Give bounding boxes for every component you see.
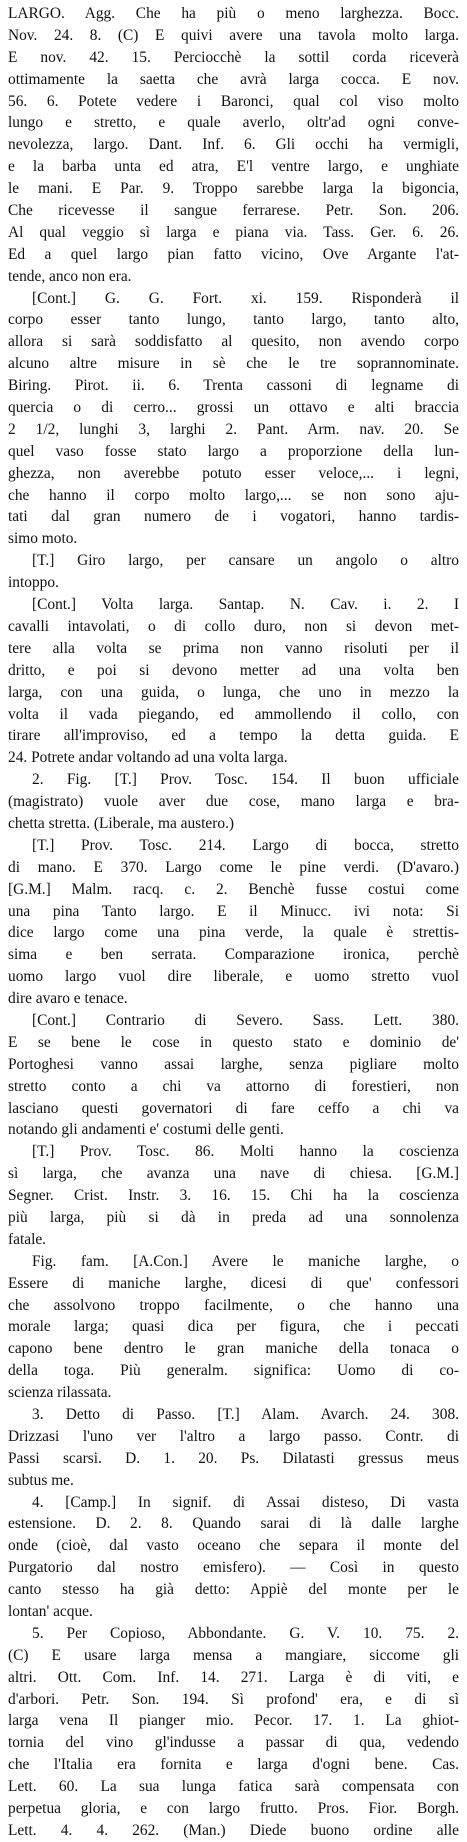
text-line: della toga. Più generalm. significa: Uomo di co- — [8, 1362, 459, 1380]
text-line: [Cont.] Contrario di Severo. Sass. Lett. 380. — [32, 1011, 459, 1029]
text-line: Al qual veggio sì larga e piana via. Tass. Ger. 6. 26. — [8, 223, 459, 241]
text-line: Biring. Pirot. ii. 6. Trenta cassoni di legname di — [8, 377, 459, 395]
text-line: di mano. E 370. Largo come le pine verdi. (D'avaro.) — [8, 858, 459, 876]
text-line: morale larga; quasi dica per figura, che i peccati — [8, 1318, 459, 1336]
text-line: più larga, più si dà in preda ad una sonnolenza — [8, 1208, 459, 1226]
text-line: E se bene le cose in questo stato e dominio de' — [8, 1033, 459, 1051]
text-line: larga, con una guida, o lunga, che uno in mezzo la — [8, 683, 459, 701]
text-line: dice largo come una pina verde, la quale è strettis- — [8, 924, 459, 942]
text-line: fatale. — [8, 1230, 47, 1248]
text-line: 56. 6. Potete vedere i Baronci, qual col viso molto — [8, 92, 459, 110]
text-line: Nov. 24. 8. (C) E quivi avere una tavola molto larga. — [8, 26, 459, 44]
text-line: chetta stretta. (Liberale, ma austero.) — [8, 814, 235, 832]
text-line: 4. [Camp.] In signif. di Assai disteso, Di vasta — [32, 1493, 459, 1511]
text-line: 5. Per Copioso, Abbondante. G. V. 10. 75. 2. — [32, 1624, 459, 1642]
text-line: capono bene dentro le gran maniche della tonaca o — [8, 1340, 459, 1358]
text-line: lasciano questi governatori di fare ceffo a chi va — [8, 1099, 459, 1117]
text-line: E nov. 42. 15. Perciocchè la sottil corda riceverà — [8, 48, 459, 66]
text-line: tornia del vino gl'indusse a passar di qua, vedendo — [8, 1734, 459, 1752]
text-line: nevolezza, largo. Dant. Inf. 6. Gli occhi ha vermigli, — [8, 136, 459, 154]
text-line: tende, anco non era. — [8, 267, 132, 285]
text-line: uomo largo vuol dire liberale, e uomo stretto vuol — [8, 968, 459, 986]
text-line: Segner. Crist. Instr. 3. 16. 15. Chi ha la coscienza — [8, 1187, 459, 1205]
text-line: scienza rilassata. — [8, 1384, 112, 1402]
text-line: allora si sarà soddisfatto al quesito, non avendo corpo — [8, 333, 459, 351]
text-line: [T.] Prov. Tosc. 214. Largo di bocca, stretto — [32, 836, 459, 854]
text-line: sì larga, che avanza una nave di chiesa. [G.M.] — [8, 1165, 459, 1183]
text-line: (magistrato) vuole aver due cose, mano larga e bra- — [8, 793, 459, 811]
text-line: tati dal gran numero de i vogatori, hanno tardis- — [8, 508, 459, 526]
text-line: ghezza, non averebbe potuto esser veloce,... i legni, — [8, 464, 459, 482]
text-line: che l'Italia era fornita e larga d'ogni bene. Cas. — [8, 1756, 459, 1774]
text-line: [T.] Giro largo, per cansare un angolo o altro — [32, 552, 459, 570]
text-line: 2. Fig. [T.] Prov. Tosc. 154. Il buon ufficiale — [32, 771, 459, 789]
text-line: Drizzasi l'uno ver l'altro a largo passo. Contr. di — [8, 1427, 459, 1445]
text-line: altri. Ott. Com. Inf. 14. 271. Larga è di viti, e — [8, 1668, 459, 1686]
text-line: subtus me. — [8, 1471, 74, 1489]
text-line: 24. Potrete andar voltando ad una volta larga. — [8, 749, 288, 767]
text-line: e la barba unta ed atra, E'l ventre largo, e unghiate — [8, 158, 459, 176]
text-line: [T.] Prov. Tosc. 86. Molti hanno la coscienza — [32, 1143, 459, 1161]
text-line: [Cont.] Volta larga. Santap. N. Cav. i. 2. I — [32, 596, 459, 614]
text-line: Che ricevesse il sangue ferrarese. Petr. Son. 206. — [8, 202, 459, 220]
text-line: Purgatorio dal nostro emisfero). — Così in questo — [8, 1559, 459, 1577]
text-line: onde (cioè, dal vasto oceano che separa il monte del — [8, 1537, 459, 1555]
text-line: dritto, e poi si devono metter ad una volta ben — [8, 661, 459, 679]
text-line: sima e ben serrata. Comparazione ironica, perchè — [8, 946, 459, 964]
text-line: cavalli intavolati, o di collo duro, non si devon met- — [8, 617, 459, 635]
text-line: simo moto. — [8, 530, 78, 548]
text-line: Fig. fam. [A.Con.] Avere le maniche larghe, o — [32, 1252, 459, 1270]
text-line: stretto conto a chi va attorno di forestieri, non — [8, 1077, 459, 1095]
text-line: tere alla volta se prima non vanno risoluti per il — [8, 639, 459, 657]
text-line: una pina Tanto largo. E il Minucc. ivi nota: Si — [8, 902, 459, 920]
text-line: quercia o di cerro... grossi un ottavo e alti braccia — [8, 399, 459, 417]
text-line: Ed a quel largo pian fatto vicino, Ove Argante l'at- — [8, 245, 459, 263]
text-line: Passi scarsi. D. 1. 20. Ps. Dilatasti gressus meus — [8, 1449, 459, 1467]
text-line: Lett. 4. 4. 262. (Man.) Diede buono ordine alle — [8, 1821, 459, 1839]
text-line: volta il vada piegando, ed ammollendo il collo, con — [8, 705, 459, 723]
text-line: [Cont.] G. G. Fort. xi. 159. Risponderà il — [32, 289, 459, 307]
text-line: LARGO. Agg. Che ha più o meno larghezza. Bocc. — [8, 5, 459, 22]
text-line: 2 1/2, lunghi 3, larghi 2. Pant. Arm. nav. 20. Se — [8, 420, 459, 438]
text-line: lungo e stretto, e quale averlo, oltr'ad ogni conve- — [8, 114, 459, 132]
text-line: corpo esser tanto lungo, tanto largo, tanto alto, — [8, 311, 459, 329]
text-line: intoppo. — [8, 574, 59, 592]
text-line: quel vaso fosse stato largo a proporzione della lun- — [8, 442, 459, 460]
text-line: [G.M.] Malm. racq. c. 2. Benchè fusse costui come — [8, 880, 459, 898]
text-line: alcuno altre misure in sè che le tre soprannominate. — [8, 355, 459, 373]
text-line: ottimamente la saetta che avrà larga cocca. E nov. — [8, 70, 459, 88]
text-line: larga vena Il pianger mio. Pecor. 17. 1. La ghiot- — [8, 1712, 459, 1730]
text-line: che assolvono troppo facilmente, o che hanno una — [8, 1296, 459, 1314]
text-line: notando gli andamenti e' costumi delle genti. — [8, 1121, 284, 1139]
text-line: perpetua gloria, e con largo frutto. Pros. Fior. Borgh. — [8, 1800, 459, 1818]
text-line: dire avaro e tenace. — [8, 990, 128, 1008]
text-line: che hanno il corpo molto largo,... se non sono aju- — [8, 486, 459, 504]
text-line: le mani. E Par. 9. Troppo sarebbe larga la bigoncia, — [8, 180, 459, 198]
text-line: Portoghesi vanno assai larghe, senza pigliare molto — [8, 1055, 459, 1073]
text-line: estensione. D. 2. 8. Quando sarai di là dalle larghe — [8, 1515, 459, 1533]
text-line: Lett. 60. La sua lunga fatica sarà compensata con — [8, 1778, 459, 1796]
text-line: d'arbori. Petr. Son. 194. Sì profond' era, e di sì — [8, 1690, 459, 1708]
text-line: tirare all'improviso, ed a tempo la detta guida. E — [8, 727, 459, 745]
text-line: lontan' acque. — [8, 1603, 93, 1621]
text-line: Essere di maniche larghe, dicesi di que' confessori — [8, 1274, 459, 1292]
text-line: (C) E usare larga mensa a mangiare, siccome gli — [8, 1646, 459, 1664]
text-line: canto stesso ha già detto: Appiè del monte per le — [8, 1581, 459, 1599]
text-line: 3. Detto di Passo. [T.] Alam. Avarch. 24. 308. — [32, 1406, 459, 1423]
